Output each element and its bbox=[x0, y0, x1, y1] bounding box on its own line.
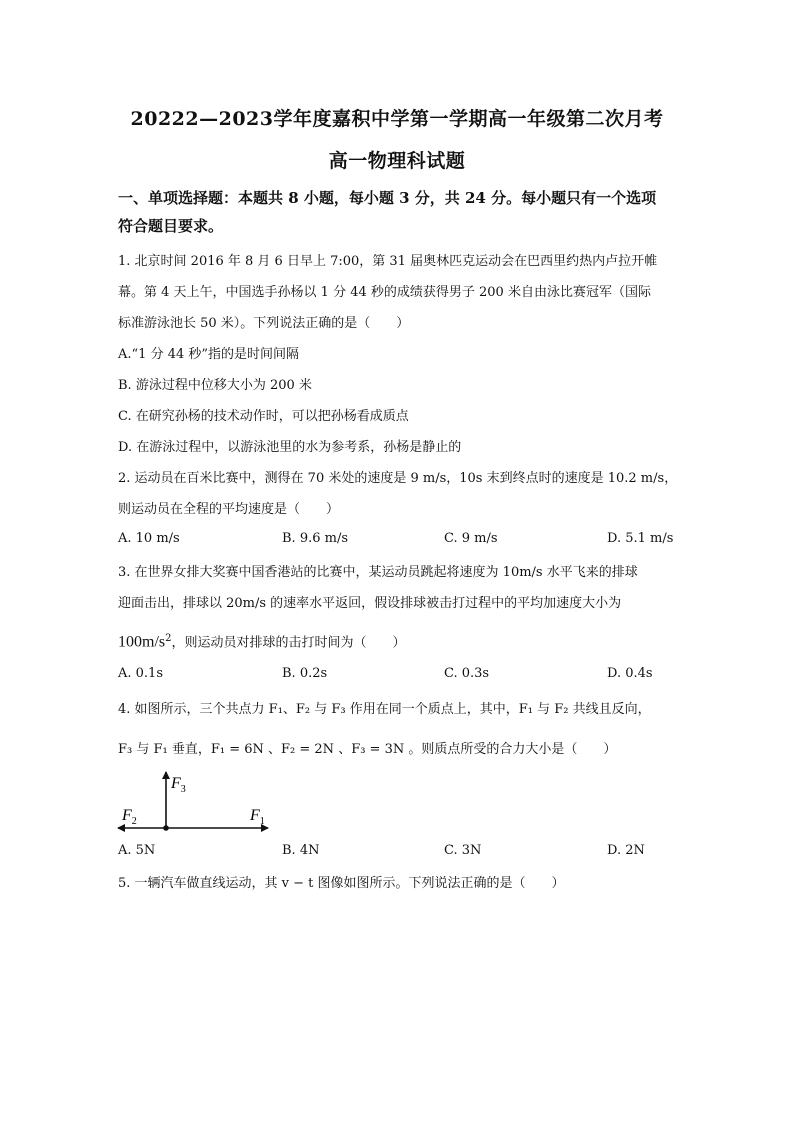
q4-option-a[interactable]: A. 5N bbox=[118, 843, 156, 858]
q2-option-d[interactable]: D. 5.1 m/s bbox=[607, 531, 674, 546]
q4-option-b[interactable]: B. 4N bbox=[282, 843, 320, 858]
q3-stem-line2: 迎面击出，排球以 20m/s 的速率水平返回，假设排球被击打过程中的平均加速度大小为 bbox=[118, 596, 622, 611]
q1-option-c[interactable]: C. 在研究孙杨的技术动作时，可以把孙杨看成质点 bbox=[118, 409, 409, 424]
q3-stem-line3-rest: ，则运动员对排球的击打时间为（ ） bbox=[171, 635, 406, 651]
q3-option-d[interactable]: D. 0.4s bbox=[607, 666, 653, 681]
q4-option-c[interactable]: C. 3N bbox=[444, 843, 482, 858]
q3-stem-line1: 3. 在世界女排大奖赛中国香港站的比赛中，某运动员跳起将速度为 10m/s 水平飞来的排球 bbox=[118, 565, 638, 580]
force-diagram bbox=[110, 764, 280, 844]
q4-stem-line2: F₃ 与 F₁ 垂直，F₁ = 6N 、F₂ = 2N 、F₃ = 3N 。则质点所受的合力大小是（ ） bbox=[118, 742, 617, 757]
q2-option-b[interactable]: B. 9.6 m/s bbox=[282, 531, 349, 546]
q1-option-b[interactable]: B. 游泳过程中位移大小为 200 米 bbox=[118, 378, 312, 393]
q4-stem-line1: 4. 如图所示，三个共点力 F₁、F₂ 与 F₃ 作用在同一个质点上，其中，F₁ 与 F₂ 共线且反向， bbox=[118, 702, 651, 717]
q2-stem-line1: 2. 运动员在百米比赛中，测得在 70 米处的速度是 9 m/s，10s 末到终点时的速度是 10.2 m/s， bbox=[118, 471, 678, 486]
q1-stem-line1: 1. 北京时间 2016 年 8 月 6 日早上 7:00，第 31 届奥林匹克运动会在巴西里约热内卢拉开帷 bbox=[118, 254, 658, 269]
particle-point bbox=[163, 825, 169, 831]
q1-stem-line2: 幕。第 4 天上午，中国选手孙杨以 1 分 44 秒的成绩获得男子 200 米自由泳比赛冠军（国际 bbox=[118, 285, 651, 300]
q3-option-a[interactable]: A. 0.1s bbox=[118, 666, 163, 681]
q5-stem-line1: 5. 一辆汽车做直线运动，其 v − t 图像如图所示。下列说法正确的是（ ） bbox=[118, 876, 565, 891]
q3-option-b[interactable]: B. 0.2s bbox=[282, 666, 328, 681]
section-heading-line1: 一、单项选择题：本题共 8 小题，每小题 3 分，共 24 分。每小题只有一个选项 bbox=[118, 189, 657, 207]
q3-acceleration-value: 100m/s bbox=[118, 633, 166, 651]
force-f3-label: $F_3$ bbox=[171, 775, 186, 795]
q1-option-a[interactable]: A.“1 分 44 秒”指的是时间间隔 bbox=[118, 347, 300, 362]
q2-option-a[interactable]: A. 10 m/s bbox=[118, 531, 180, 546]
q2-stem-line2: 则运动员在全程的平均速度是（ ） bbox=[118, 502, 340, 517]
q3-stem-line3 bbox=[118, 628, 678, 654]
q2-option-c[interactable]: C. 9 m/s bbox=[444, 531, 498, 546]
q4-option-d[interactable]: D. 2N bbox=[607, 843, 645, 858]
force-f1-label: $F_1$ bbox=[250, 807, 265, 827]
q3-acceleration-exponent: 2 bbox=[165, 633, 172, 644]
exam-subtitle: 高一物理科试题 bbox=[328, 150, 466, 172]
q3-option-c[interactable]: C. 0.3s bbox=[444, 666, 490, 681]
force-f2-label: $F_2$ bbox=[122, 807, 137, 827]
exam-title: 20222—2023学年度嘉积中学第一学期高一年级第二次月考 bbox=[130, 108, 664, 130]
q1-option-d[interactable]: D. 在游泳过程中，以游泳池里的水为参考系，孙杨是静止的 bbox=[118, 440, 462, 455]
section-heading-line2: 符合题目要求。 bbox=[118, 217, 224, 235]
q1-stem-line3: 标准游泳池长 50 米）。下列说法正确的是（ ） bbox=[118, 316, 410, 331]
